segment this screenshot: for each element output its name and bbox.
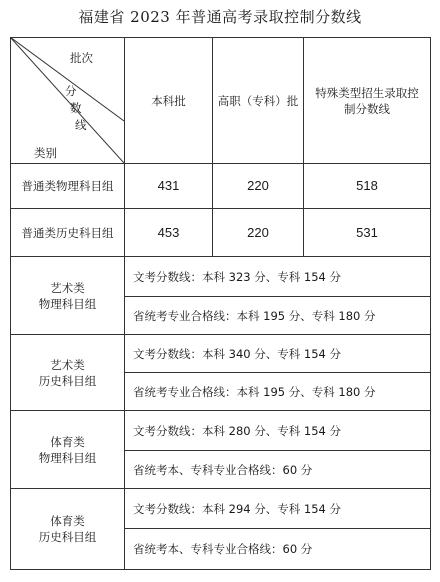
group-sports-history-line2: 历史科目组: [38, 530, 97, 544]
header-teshu: [304, 38, 430, 163]
group-sports-physics-detail2: 省统考本、专科专业合格线：60 分: [133, 462, 313, 477]
group-sports-history-label: [11, 489, 124, 569]
page-title: 福建省 2023 年普通高考录取控制分数线: [78, 8, 362, 26]
group-art-physics-line1: 艺术类: [50, 280, 85, 295]
corner-label-score-3: 线: [75, 118, 87, 132]
group-sports-physics-detail1: 文考分数线：本科 280 分、专科 154 分: [133, 423, 342, 438]
corner-label-category: 类别: [34, 146, 57, 160]
group-sports-physics-line1: 体育类: [50, 434, 85, 449]
group-sports-history-detail2: 省统考本、专科专业合格线：60 分: [133, 542, 313, 556]
header-benke: 本科批: [151, 93, 186, 108]
group-sports-history-detail1: 文考分数线：本科 294 分、专科 154 分: [133, 501, 342, 516]
group-art-history-detail2: 省统考专业合格线：本科 195 分、专科 180 分: [133, 384, 376, 399]
header-gaozhi: 高职（专科）批: [217, 93, 299, 108]
row-history-gaozhi: 220: [247, 224, 269, 240]
group-sports-history-line1: 体育类: [50, 514, 85, 528]
row-history-benke: 453: [157, 224, 180, 240]
corner-diagonal-lines: [10, 37, 124, 163]
header-teshu-line1: 特殊类型招生录取控: [315, 85, 419, 100]
header-teshu-line2: 制分数线: [344, 101, 390, 116]
group-art-history-detail1: 文考分数线：本科 340 分、专科 154 分: [133, 346, 342, 361]
group-art-history-line2: 历史科目组: [38, 373, 97, 388]
row-physics-category: 普通类物理科目组: [21, 179, 114, 193]
row-physics-gaozhi: 220: [247, 178, 269, 193]
corner-label-score-2: 数: [70, 101, 82, 115]
group-art-physics-detail2: 省统考专业合格线：本科 195 分、专科 180 分: [133, 308, 376, 323]
group-sports-physics-label: [11, 411, 124, 488]
group-art-physics-label: [11, 257, 124, 334]
corner-label-score-1: 分: [65, 84, 77, 98]
row-physics-benke: 431: [157, 178, 180, 193]
row-physics-teshu: 518: [356, 178, 378, 193]
group-art-history-label: [11, 335, 124, 410]
row-history-category: 普通类历史科目组: [21, 225, 114, 240]
group-art-physics-detail1: 文考分数线：本科 323 分、专科 154 分: [133, 269, 342, 284]
group-art-physics-line2: 物理科目组: [38, 296, 97, 311]
group-art-history-line1: 艺术类: [50, 357, 85, 372]
group-sports-physics-line2: 物理科目组: [38, 450, 97, 465]
corner-label-batch: 批次: [70, 51, 93, 65]
row-history-teshu: 531: [356, 224, 378, 240]
